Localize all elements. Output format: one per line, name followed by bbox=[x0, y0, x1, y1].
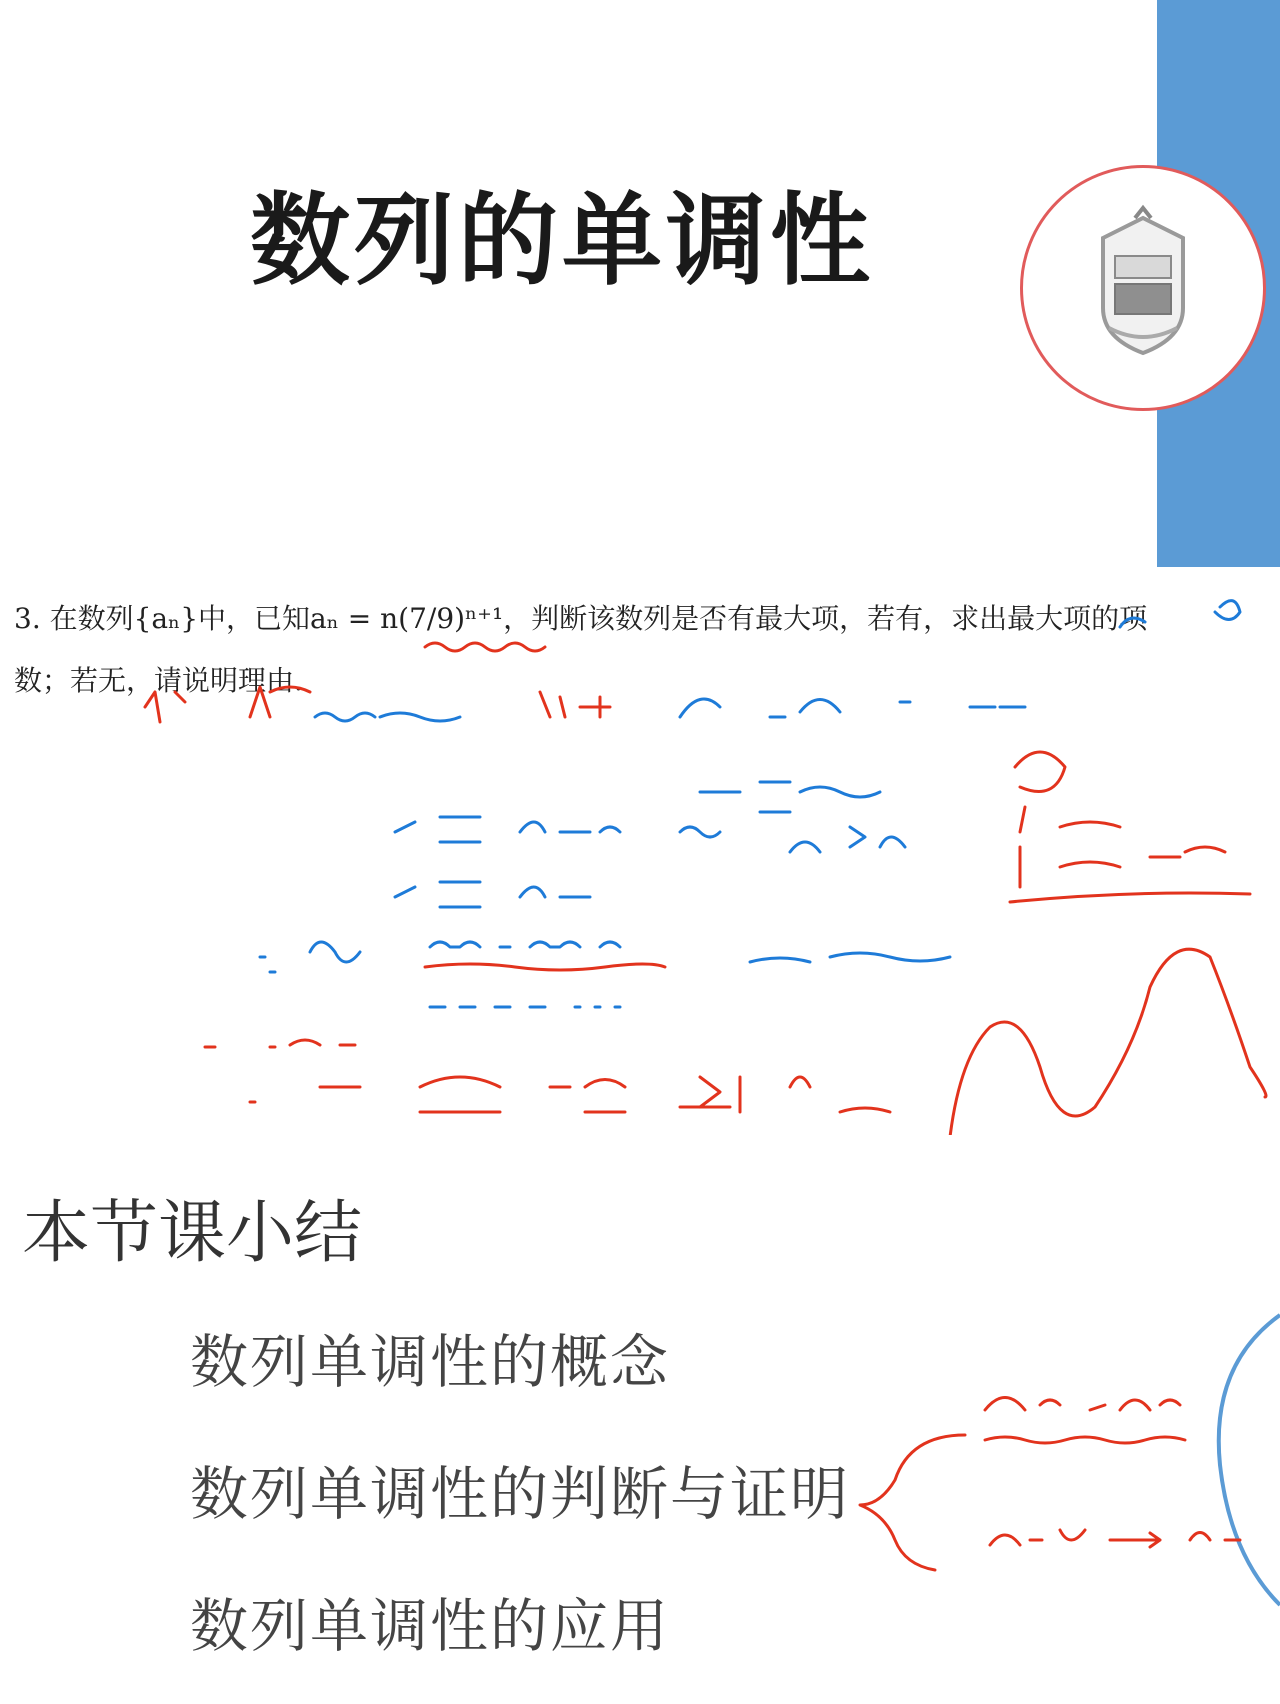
handwriting-stroke bbox=[250, 1077, 625, 1112]
handwriting-stroke bbox=[315, 713, 460, 721]
underline-stroke bbox=[1010, 893, 1250, 902]
underline-stroke bbox=[425, 964, 665, 970]
handwriting-stroke bbox=[700, 782, 880, 812]
summary-item-2: 数列单调性的判断与证明 bbox=[190, 1460, 851, 1528]
curve-sketch bbox=[950, 949, 1266, 1135]
summary-heading: 本节课小结 bbox=[22, 1194, 363, 1273]
bracket-stroke bbox=[860, 1435, 965, 1570]
handwriting-stroke bbox=[540, 692, 610, 717]
handwriting-stroke bbox=[1020, 807, 1225, 887]
problem-statement-continued: 数；若无，请说明理由. bbox=[14, 664, 303, 697]
handwriting-stroke bbox=[1120, 601, 1240, 627]
problem-slide bbox=[0, 567, 1280, 1135]
problem-statement: 3. 在数列{aₙ}中，已知aₙ = n(7/9)ⁿ⁺¹，判断该数列是否有最大项，若有，求出最大项的项 bbox=[14, 602, 1148, 635]
handwriting-stroke bbox=[1015, 752, 1065, 792]
handwriting-stroke bbox=[430, 942, 620, 947]
blue-arc-decoration bbox=[1219, 1315, 1280, 1605]
summary-annotations bbox=[0, 1135, 1280, 1704]
handwriting-stroke bbox=[260, 942, 360, 972]
handwriting-stroke bbox=[395, 817, 620, 842]
underline-squiggle bbox=[425, 643, 545, 651]
handwriting-annotations bbox=[0, 567, 1280, 1135]
handwriting-stroke bbox=[145, 687, 310, 722]
handwriting-stroke bbox=[205, 1040, 355, 1047]
title-slide bbox=[0, 0, 1280, 567]
slide-title: 数列的单调性 bbox=[250, 182, 874, 299]
summary-slide bbox=[0, 1135, 1280, 1704]
handwriting-stroke bbox=[680, 1077, 890, 1112]
handwriting-stroke bbox=[395, 882, 590, 907]
school-crest-icon bbox=[1023, 168, 1263, 408]
handwriting-stroke bbox=[750, 953, 950, 962]
handwriting-stroke bbox=[985, 1398, 1180, 1411]
handwriting-stroke bbox=[680, 699, 1025, 717]
school-emblem bbox=[1020, 165, 1266, 411]
summary-item-1: 数列单调性的概念 bbox=[190, 1328, 671, 1396]
summary-item-3: 数列单调性的应用 bbox=[190, 1592, 671, 1660]
handwriting-stroke bbox=[990, 1530, 1240, 1547]
underline-squiggle bbox=[985, 1437, 1185, 1443]
handwriting-stroke bbox=[680, 827, 905, 852]
